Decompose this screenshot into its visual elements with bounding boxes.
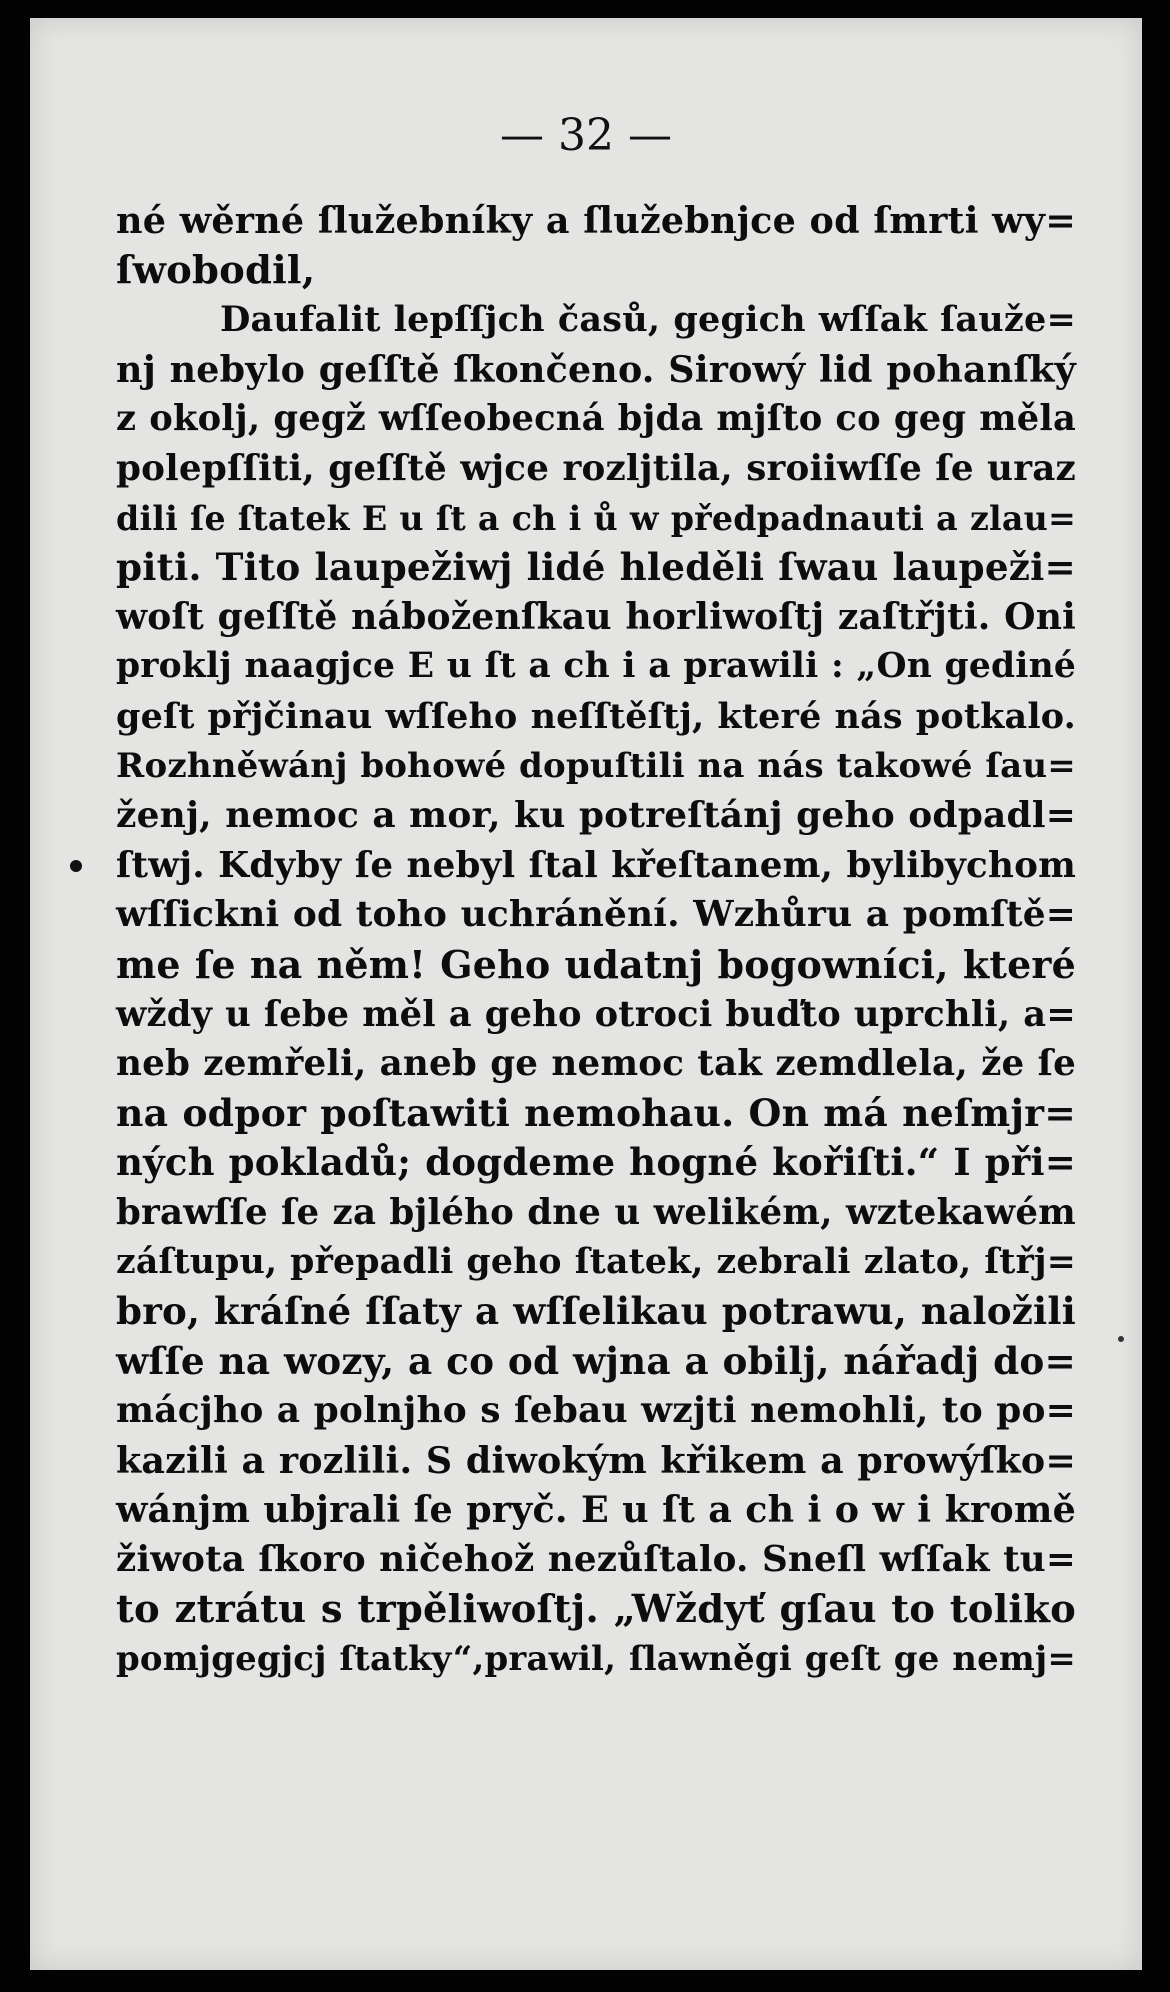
text-line: ſwobodil, — [116, 247, 316, 293]
text-line: pomjgegjcj ſtatky“,prawil, ſlawněgi geſt ge nemj= — [116, 1638, 1076, 1679]
margin-mark — [70, 860, 82, 872]
text-line: z okolj, gegž wſſeobecná bjda mjſto co geg měla — [116, 398, 1076, 440]
text-line: geſt přjčinau wſſeho neſſtěſtj, které nás potkalo. — [116, 695, 1076, 737]
text-line: wánjm ubjrali ſe pryč. E u ſt a ch i o w i kromě — [116, 1488, 1076, 1532]
text-line: kazili a rozlili. S diwokým křikem a prowýſko= — [116, 1438, 1076, 1482]
text-line: polepſſiti, geſſtě wjce rozljtila, sroiiwſſe ſe uraz — [116, 446, 1076, 489]
text-line: bro, kráſné ſſaty a wſſelikau potrawu, naložili — [116, 1289, 1076, 1334]
book-page — [30, 18, 1142, 1970]
text-line: né wěrné ſlužebníky a ſlužebnjce od ſmrti wy= — [116, 199, 1076, 242]
text-line: proklj naagjce E u ſt a ch i a prawili : „On gediné — [116, 646, 1076, 687]
text-line: wſſickni od toho uchránění. Wzhůru a pomſtě= — [116, 893, 1076, 936]
text-line: ných pokladů; dogdeme hogné kořiſti.“ I při= — [116, 1140, 1076, 1185]
text-line: dili ſe ſtatek E u ſt a ch i ů w předpadnauti a zlau= — [116, 498, 1076, 538]
text-line: ženj, nemoc a mor, ku potreſtánj geho odpadl= — [116, 794, 1076, 837]
margin-mark — [1118, 1336, 1124, 1342]
text-line: wždy u ſebe měl a geho otroci buďto uprchli, a= — [116, 993, 1076, 1035]
text-line: záſtupu, přepadli geho ſtatek, zebrali zlato, ſtřj= — [116, 1241, 1076, 1283]
text-line: Daufalit lepſſjch časů, gegich wſſak ſauže= — [220, 299, 1076, 341]
text-line: wſſe na wozy, a co od wjna a obilj, nářadj do= — [116, 1338, 1076, 1383]
page-number: — 32 — — [500, 110, 672, 161]
text-line: piti. Tito laupežiwj lidé hleděli ſwau laupeži= — [116, 545, 1076, 590]
text-line: na odpor poſtawiti nemohau. On má neſmjr= — [116, 1090, 1076, 1135]
text-line: me ſe na něm! Geho udatnj bogowníci, které — [116, 941, 1076, 987]
text-line: neb zemřeli, aneb ge nemoc tak zemdlela, že ſe — [116, 1043, 1076, 1085]
page-text — [116, 196, 1076, 1684]
text-line: to ztrátu s trpěliwoſtj. „Wždyť gſau to toliko — [116, 1586, 1076, 1632]
text-line: žiwota ſkoro ničehož nezůſtalo. Sneſl wſſak tu= — [116, 1539, 1076, 1581]
text-line: mácjho a polnjho s ſebau wzjti nemohli, to po= — [116, 1389, 1076, 1432]
text-line: Rozhněwánj bohowé dopuſtili na nás takowé ſau= — [116, 745, 1076, 786]
text-line: nj nebylo geſſtě ſkončeno. Sirowý lid pohanſký — [116, 347, 1076, 391]
text-line: woſt geſſtě náboženſkau horliwoſtj zaſtřjti. Oni — [116, 595, 1076, 638]
text-line: brawſſe ſe za bjlého dne u welikém, wztekawém — [116, 1191, 1076, 1233]
text-line: ſtwj. Kdyby ſe nebyl ſtal křeſtanem, bylibychom — [116, 844, 1076, 886]
